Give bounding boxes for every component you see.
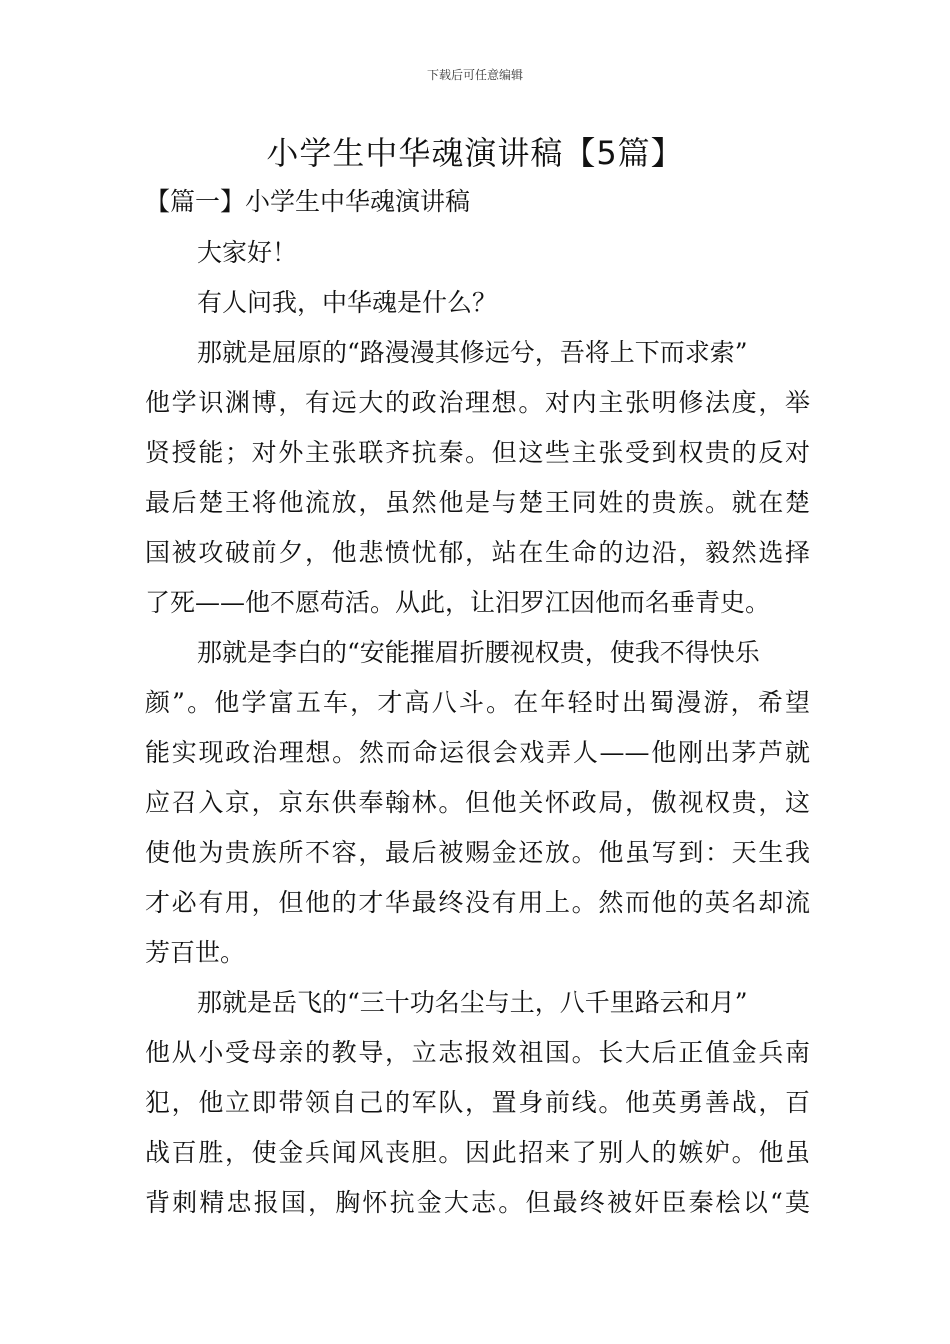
document-title: 小学生中华魂演讲稿【5篇】	[266, 134, 684, 172]
document-body	[145, 228, 810, 1228]
text-line: 才必有用，但他的才华最终没有用上。然而他的英名却流	[145, 888, 810, 917]
text-line: 有人问我，中华魂是什么？	[197, 288, 498, 317]
text-line: 应召入京，京东供奉翰林。但他关怀政局，傲视权贵，这	[145, 788, 810, 817]
text-line: 那就是岳飞的“三十功名尘与土，八千里路云和月”	[197, 988, 748, 1017]
text-line: 芳百世。	[145, 938, 246, 967]
header-note: 下载后可任意编辑	[426, 68, 523, 82]
text-line: 犯，他立即带领自己的军队，置身前线。他英勇善战，百	[145, 1088, 810, 1117]
text-line: 大家好！	[197, 238, 298, 267]
text-line: 了死——他不愿苟活。从此，让汨罗江因他而名垂青史。	[145, 588, 771, 617]
text-line: 颜”。他学富五车，才高八斗。在年轻时出蜀漫游，希望	[145, 688, 810, 717]
text-line: 贤授能；对外主张联齐抗秦。但这些主张受到权贵的反对	[145, 438, 810, 467]
text-line: 背刺精忠报国，胸怀抗金大志。但最终被奸臣秦桧以“莫	[145, 1188, 810, 1217]
text-line: 他从小受母亲的教导，立志报效祖国。长大后正值金兵南	[145, 1038, 810, 1067]
text-line: 那就是屈原的“路漫漫其修远兮，吾将上下而求索”	[197, 338, 748, 367]
text-line: 他学识渊博，有远大的政治理想。对内主张明修法度，举	[145, 388, 810, 417]
text-line: 最后楚王将他流放，虽然他是与楚王同姓的贵族。就在楚	[145, 488, 810, 517]
text-line: 那就是李白的“安能摧眉折腰视权贵，使我不得快乐	[197, 638, 760, 667]
text-line: 使他为贵族所不容，最后被赐金还放。他虽写到：天生我	[145, 838, 810, 867]
text-line: 战百胜，使金兵闻风丧胆。因此招来了别人的嫉妒。他虽	[145, 1138, 810, 1167]
text-line: 能实现政治理想。然而命运很会戏弄人——他刚出茅芦就	[145, 738, 810, 767]
section-title: 【篇一】小学生中华魂演讲稿	[145, 187, 471, 216]
text-line: 国被攻破前夕，他悲愤忧郁，站在生命的边沿，毅然选择	[145, 538, 810, 567]
